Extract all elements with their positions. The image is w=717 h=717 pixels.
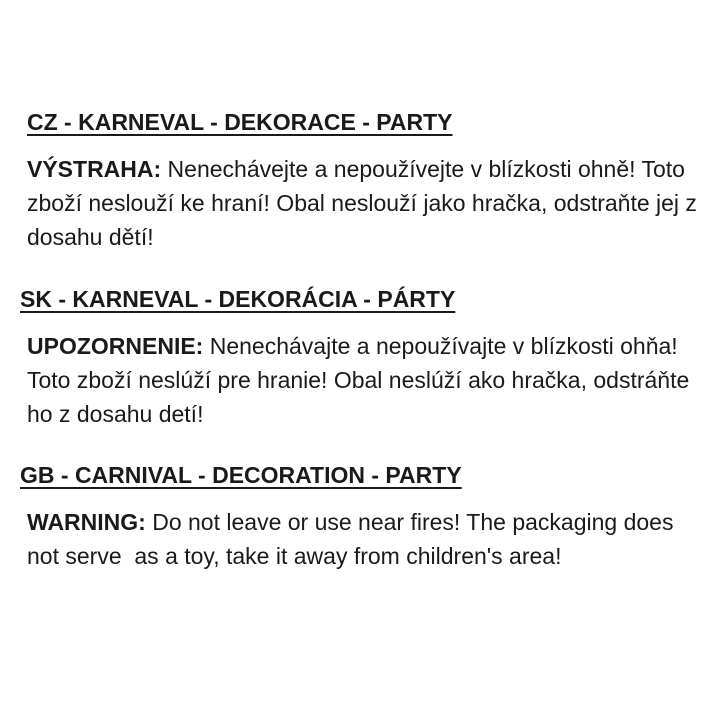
warning-paragraph-gb (27, 505, 707, 573)
warning-text-sk: Nenechávajte a nepoužívajte v blízkosti ohňa! Toto zboží neslúží pre hranie! Obal neslúží ako hračka, odstráňte ho z dosahu detí! (27, 333, 690, 427)
warning-paragraph-cz (27, 152, 707, 254)
section-heading-sk: SK - KARNEVAL - DEKORÁCIA - PÁRTY (20, 286, 456, 312)
warning-label-gb: WARNING: (27, 509, 146, 535)
warning-text-cz: Nenechávejte a nepoužívejte v blízkosti ohně! Toto zboží neslouží ke hraní! Obal neslouží jako hračka, odstraňte jej z dosahu dětí! (27, 156, 697, 250)
warning-text-gb: Do not leave or use near fires! The packaging does not serve as a toy, take it away from children's area! (27, 509, 680, 569)
section-heading-cz: CZ - KARNEVAL - DEKORACE - PARTY (27, 109, 453, 135)
warning-label-cz: VÝSTRAHA: (27, 156, 162, 182)
section-heading-gb: GB - CARNIVAL - DECORATION - PARTY (20, 462, 462, 488)
warning-paragraph-sk (27, 329, 707, 431)
warning-label-sk: UPOZORNENIE: (27, 333, 204, 359)
